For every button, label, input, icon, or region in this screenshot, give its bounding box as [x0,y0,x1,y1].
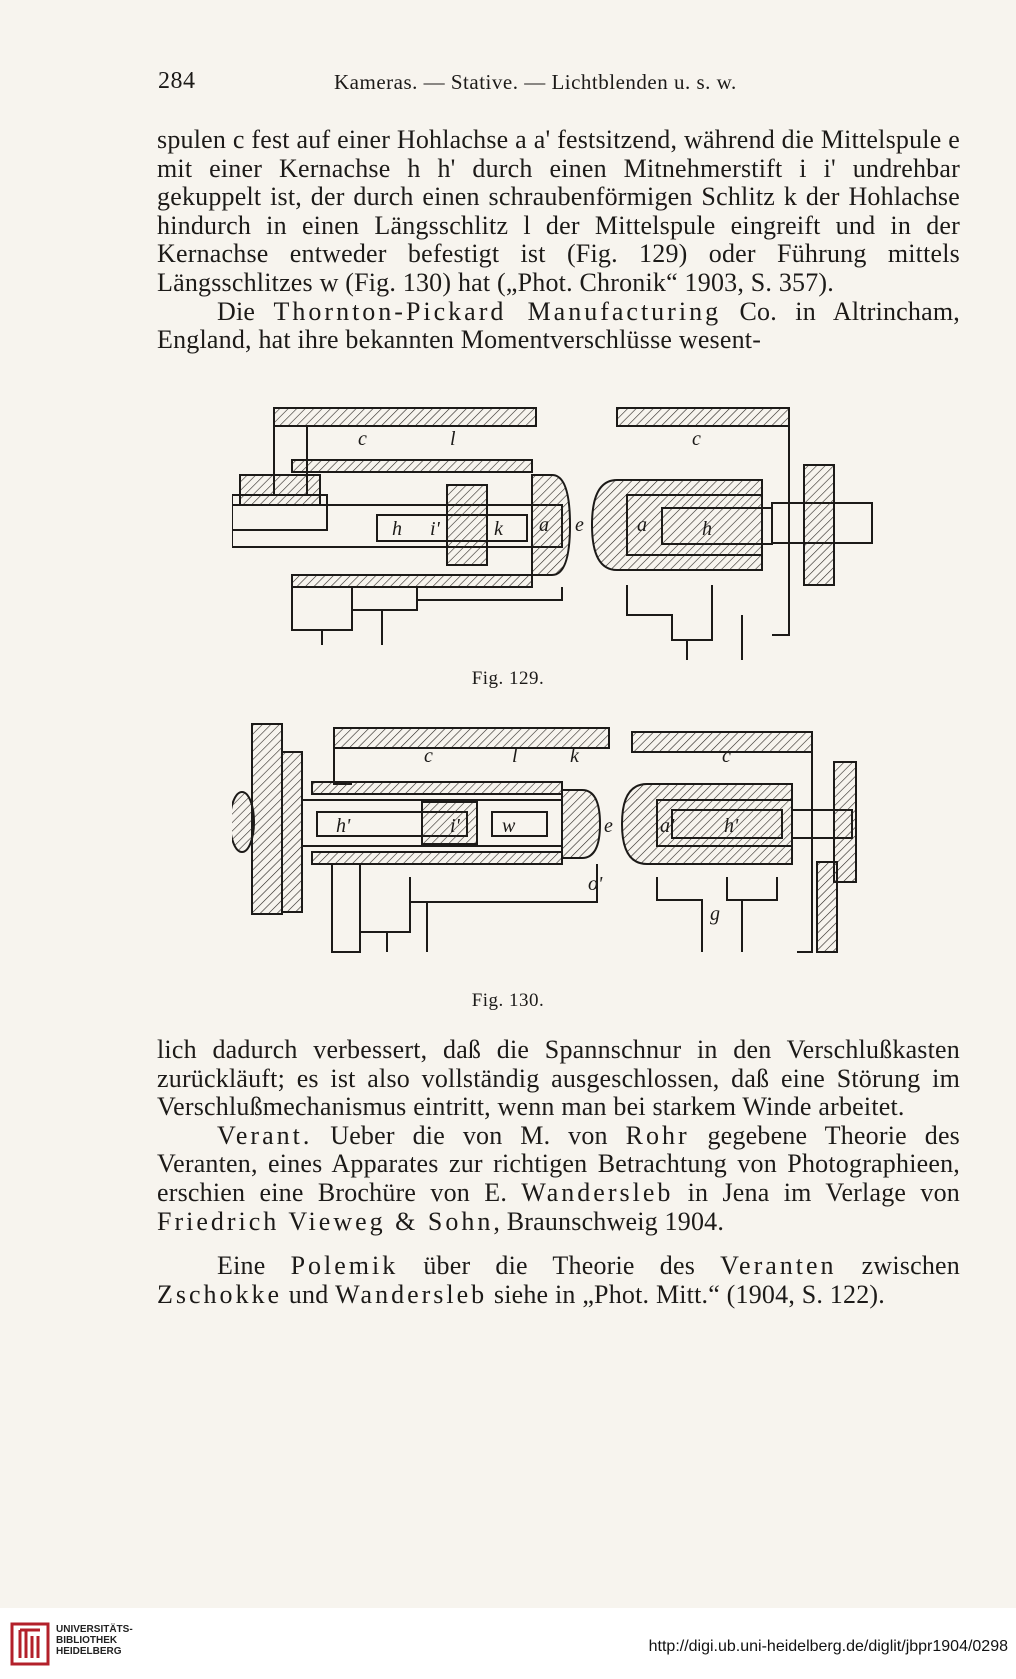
library-name-line: BIBLIOTHEK [56,1635,118,1646]
fig129-label-c: c [358,428,367,450]
polemik-veranten: Veranten [720,1251,837,1281]
paragraph-continuation: lich dadurch verbessert, daß die Spannschnur in den Verschlußkasten zurückläuft; es ist also vollständig ausgeschlossen, daß eine Störung im Verschlußmechanismus eintritt, wenn man bei starkem Winde arbeitet. [157,1035,960,1122]
verant-text-b: gegebene Theorie des Veranten, eines Apparates zur richtigen Betrachtung von Photographieen, erschien eine Brochüre von E. [157,1120,960,1207]
verant-rohr: Rohr [625,1120,690,1150]
footer-bar [0,1608,1016,1679]
library-name-line: UNIVERSITÄTS- [56,1624,133,1635]
fig130-label-w: w [502,815,516,837]
text-block-bottom [157,1036,960,1309]
figure-130-drawing [232,712,892,977]
fig129-label-k: k [494,518,503,540]
polemik-text-e: siehe in „Phot. Mitt.“ (1904, S. 122). [487,1279,885,1309]
library-logo-icon [10,1622,50,1666]
fig130-label-o-prime: o' [588,873,603,895]
fig129-label-c-right: c [692,428,701,450]
polemik-spaced: Polemik [290,1251,399,1281]
thornton-text-after: Co. in Altrincham, England, hat ihre bekannten Momentverschlüsse wesent- [157,296,960,355]
fig130-label-c: c [424,745,433,767]
paragraph-thornton [157,298,960,355]
fig129-label-e: e [575,514,584,536]
verant-heading: Verant. [217,1120,313,1150]
fig130-label-g: g [710,903,720,925]
running-title: Kameras. — Stative. — Lichtblenden u. s. w. [334,70,737,94]
fig130-label-h-prime: h' [336,815,351,837]
polemik-text-a: Eine [217,1251,291,1281]
library-name-line: HEIDELBERG [56,1646,122,1657]
fig129-label-a: a [539,514,549,536]
fig129-label-a-right: a [637,514,647,536]
paragraph-verant [157,1122,960,1236]
polemik-wandersleb: Wandersleb [335,1279,488,1309]
figure-129-drawing [232,405,892,660]
fig130-label-l: l [512,745,518,767]
thornton-text-before: Die [217,296,274,326]
verant-publisher: Friedrich Vieweg & Sohn [157,1206,494,1236]
figure-129-caption: Fig. 129. [471,668,545,689]
fig130-label-k: k [570,745,579,767]
fig129-label-l: l [450,428,456,450]
polemik-text-c: zwischen [836,1251,960,1281]
fig130-label-i-prime: i' [450,815,460,837]
fig129-label-i-prime: i' [430,518,440,540]
polemik-text-b: über die Theorie des [398,1251,721,1281]
paragraph-spulen: spulen c fest auf einer Hohlachse a a' festsitzend, während die Mittelspule e mit einer Kernachse h h' durch einen Mitnehmerstift i i' undrehbar gekuppelt ist, der durch einen schraubenförmigen Schlitz k der Hohlachse hindurch in einen Längsschlitz l der Mittelspule eingreift und in der Kernachse entweder befestigt ist (Fig. 129) oder Führung mittels Längsschlitzes w (Fig. 130) hat („Phot. Chronik“ 1903, S. 357). [157,125,960,297]
fig129-label-h: h [392,518,402,540]
verant-text-a: Ueber die von M. von [312,1120,626,1150]
source-url-link[interactable]: http://digi.ub.uni-heidelberg.de/diglit/jbpr1904/0298 [648,1638,1008,1655]
verant-text-c: in Jena im Verlage von [673,1177,960,1207]
text-block-top [157,126,960,355]
fig130-label-h-prime-right: h' [724,815,739,837]
fig130-label-a-prime: a' [660,815,675,837]
polemik-text-d: und [282,1279,336,1309]
polemik-zschokke: Zschokke [157,1279,283,1309]
figure-130-caption: Fig. 130. [471,990,545,1011]
thornton-company-name: Thornton-Pickard Manufacturing [273,296,722,326]
library-name [56,1624,133,1657]
verant-wandersleb: Wandersleb [521,1177,674,1207]
fig129-label-h-right: h [702,518,712,540]
page-number: 284 [158,68,196,94]
verant-text-d: , Braunschweig 1904. [493,1206,725,1236]
paragraph-polemik [157,1252,960,1309]
fig130-label-e: e [604,815,613,837]
fig130-label-c-right: c [722,745,731,767]
